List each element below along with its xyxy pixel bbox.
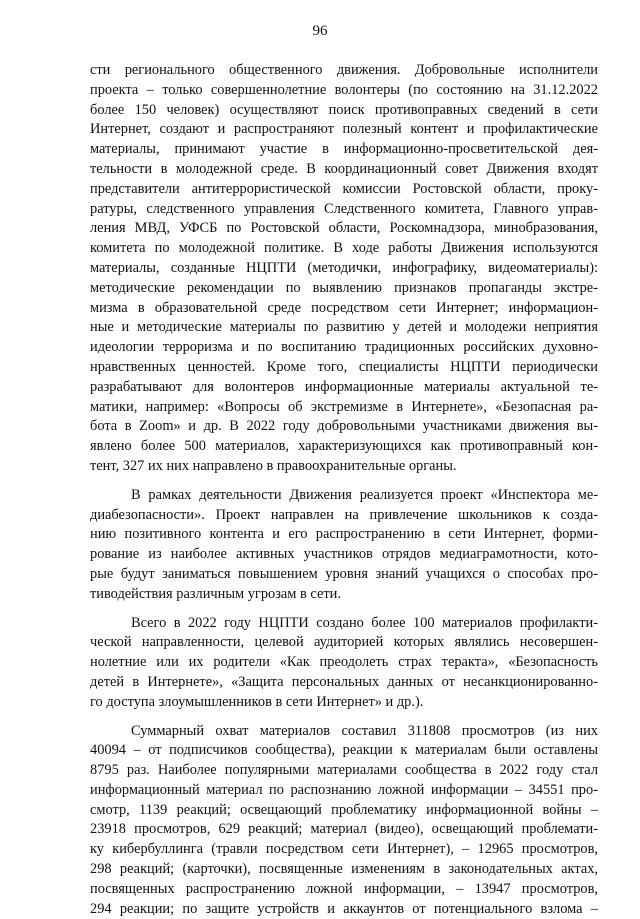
text-line: го доступа злоумышленников в сети Интернет» и др.). <box>90 693 598 713</box>
text-line: ления МВД, УФСБ по Ростовской области, Роскомнадзора, минобразования, <box>90 219 598 239</box>
body-text <box>90 61 598 919</box>
text-line: 40094 – от подписчиков сообщества), реакции к материалам были оставлены <box>90 741 598 761</box>
text-line: явлено более 500 материалов, характеризующихся как противоправный кон- <box>90 437 598 457</box>
text-line: Всего в 2022 году НЦПТИ создано более 100 материалов профилакти- <box>90 614 598 634</box>
text-line: идеологии терроризма и по воспитанию традиционных российских духовно- <box>90 338 598 358</box>
text-line: 23918 просмотров, 629 реакций; материал (видео), освещающий проблемати- <box>90 820 598 840</box>
text-line: информационный материал по распознанию ложной информации – 34551 про- <box>90 781 598 801</box>
text-line: ческой направленности, целевой аудиторией которых являлись несовершен- <box>90 633 598 653</box>
text-line: ные и методические материалы по развитию у детей и молодежи неприятия <box>90 318 598 338</box>
paragraph-1 <box>90 61 598 477</box>
text-line: диабезопасности». Проект направлен на привлечение школьников к созда- <box>90 506 598 526</box>
text-line: более 150 человек) осуществляют поиск противоправных сведений в сети <box>90 101 598 121</box>
text-line: ку кибербуллинга (травли посредством сети Интернет), – 12965 просмотров, <box>90 840 598 860</box>
text-line: смотр, 1139 реакций; освещающий проблематику информационной войны – <box>90 801 598 821</box>
text-line: тент, 327 их них направлено в правоохранительные органы. <box>90 457 598 477</box>
text-line: методические рекомендации по выявлению признаков пропаганды экстре- <box>90 279 598 299</box>
text-line: рые будут заниматься повышением уровня знаний учащихся о способах про- <box>90 565 598 585</box>
text-line: материалы, принимают участие в информационно-просветительской дея- <box>90 140 598 160</box>
text-line: нолетние или их родители «Как преодолеть страх теракта», «Безопасность <box>90 653 598 673</box>
text-line: В рамках деятельности Движения реализуется проект «Инспектора ме- <box>90 486 598 506</box>
paragraph-2 <box>90 486 598 605</box>
text-line: тельности в молодежной среде. В координационный совет Движения входят <box>90 160 598 180</box>
text-line: матики, например: «Вопросы об экстремизме в Интернете», «Безопасная ра- <box>90 398 598 418</box>
text-line: разрабатывают для волонтеров информационные материалы актуальной те- <box>90 378 598 398</box>
text-line: проекта – только совершеннолетние волонтеры (по состоянию на 31.12.2022 <box>90 81 598 101</box>
page-number: 96 <box>0 22 640 40</box>
text-line: бота в Zoom» и др. В 2022 году добровольными участниками движения вы- <box>90 417 598 437</box>
text-line: 294 реакции; по защите устройств и аккаунтов от потенциального взлома – <box>90 900 598 919</box>
text-line: рование из наиболее активных участников отрядов медиаграмотности, кото- <box>90 545 598 565</box>
text-line: детей в Интернете», «Защита персональных данных от несанкционированно- <box>90 673 598 693</box>
text-line: тиводействия различным угрозам в сети. <box>90 585 598 605</box>
text-line: 8795 раз. Наиболее популярными материалами сообщества в 2022 году стал <box>90 761 598 781</box>
text-line: посвященных распространению ложной информации, – 13947 просмотров, <box>90 880 598 900</box>
text-line: нравственных ценностей. Кроме того, специалисты НЦПТИ периодически <box>90 358 598 378</box>
text-line: представители антитеррористической комиссии Ростовской области, проку- <box>90 180 598 200</box>
text-line: мизма в образовательной среде посредством сети Интернет; информацион- <box>90 299 598 319</box>
text-line: комитета по молодежной политике. В ходе работы Движения используются <box>90 239 598 259</box>
paragraph-4 <box>90 722 598 919</box>
text-line: материалы, созданные НЦПТИ (методички, инфографику, видеоматериалы): <box>90 259 598 279</box>
text-line: Интернет, создают и распространяют полезный контент и профилактические <box>90 120 598 140</box>
text-line: 298 реакций; (карточки), посвященные изменениям в законодательных актах, <box>90 860 598 880</box>
text-line: нию позитивного контента и его распространению в сети Интернет, форми- <box>90 525 598 545</box>
text-line: Суммарный охват материалов составил 311808 просмотров (из них <box>90 722 598 742</box>
paragraph-3 <box>90 614 598 713</box>
text-line: ратуры, следственного управления Следственного комитета, Главного управ- <box>90 200 598 220</box>
text-line: сти регионального общественного движения. Добровольные исполнители <box>90 61 598 81</box>
